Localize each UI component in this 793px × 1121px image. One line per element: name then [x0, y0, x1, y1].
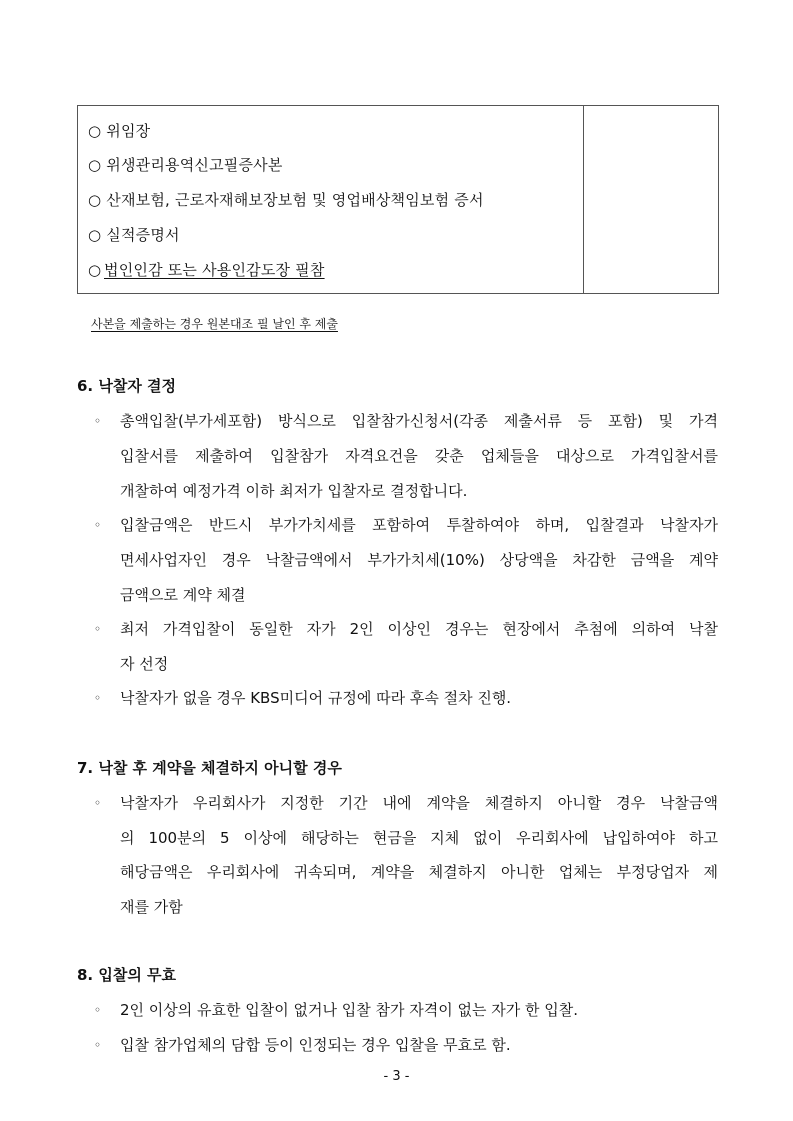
table-item-underlined: ○ 법인인감 또는 사용인감도장 필참 — [88, 261, 325, 279]
bullet-marker: ◦ — [94, 1038, 102, 1052]
bullet-line: 의 100분의 5 이상에 해당하는 현금을 지체 없이 우리회사에 납입하여야 하고 — [120, 829, 718, 847]
bullet-line: 개찰하여 예정가격 이하 최저가 입찰자로 결정합니다. — [120, 482, 468, 500]
copy-submission-note: 사본을 제출하는 경우 원본대조 필 날인 후 제출 — [91, 317, 338, 331]
bullet-marker: ◦ — [94, 414, 102, 428]
section-heading: 7. 낙찰 후 계약을 체결하지 아니할 경우 — [77, 759, 342, 777]
bullet-line: 입찰서를 제출하여 입찰참가 자격요건을 갖춘 업체들을 대상으로 가격입찰서를 — [120, 447, 718, 465]
bullet-line: 입찰 참가업체의 담합 등이 인정되는 경우 입찰을 무효로 함. — [120, 1036, 511, 1054]
table-item: ○ 위생관리용역신고필증사본 — [88, 156, 283, 174]
bullet-line: 낙찰자가 없을 경우 KBS미디어 규정에 따라 후속 절차 진행. — [120, 689, 512, 707]
required-documents-table — [77, 105, 719, 294]
bullet-line: 낙찰자가 우리회사가 지정한 기간 내에 계약을 체결하지 아니할 경우 낙찰금액 — [120, 794, 718, 812]
table-item: ○ 산재보험, 근로자재해보장보험 및 영업배상책임보험 증서 — [88, 191, 484, 209]
bullet-marker: ◦ — [94, 518, 102, 532]
bullet-line: 면세사업자인 경우 낙찰금액에서 부가가치세(10%) 상당액을 차감한 금액을 계약 — [120, 551, 718, 569]
page-number: - 3 - — [383, 1069, 410, 1084]
bullet-line: 자 선정 — [120, 655, 169, 673]
section-heading: 6. 낙찰자 결정 — [77, 377, 177, 395]
bullet-marker: ◦ — [94, 691, 102, 705]
bullet-line: 금액으로 계약 체결 — [120, 586, 246, 604]
bullet-line: 입찰금액은 반드시 부가가치세를 포함하여 투찰하여야 하며, 입찰결과 낙찰자가 — [120, 516, 718, 534]
table-item: ○ 실적증명서 — [88, 226, 180, 244]
bullet-line: 해당금액은 우리회사에 귀속되며, 계약을 체결하지 아니한 업체는 부정당업자 제 — [120, 863, 718, 881]
section-heading: 8. 입찰의 무효 — [77, 966, 177, 984]
bullet-marker: ◦ — [94, 796, 102, 810]
bullet-marker: ◦ — [94, 1003, 102, 1017]
bullet-line: 재를 가함 — [120, 898, 183, 916]
table-column-divider — [583, 106, 584, 293]
bullet-line: 2인 이상의 유효한 입찰이 없거나 입찰 참가 자격이 없는 자가 한 입찰. — [120, 1001, 578, 1019]
table-item: ○ 위임장 — [88, 122, 151, 140]
bullet-line: 최저 가격입찰이 동일한 자가 2인 이상인 경우는 현장에서 추첨에 의하여 낙찰 — [120, 620, 718, 638]
bullet-line: 총액입찰(부가세포함) 방식으로 입찰참가신청서(각종 제출서류 등 포함) 및 가격 — [120, 412, 718, 430]
bullet-marker: ◦ — [94, 622, 102, 636]
